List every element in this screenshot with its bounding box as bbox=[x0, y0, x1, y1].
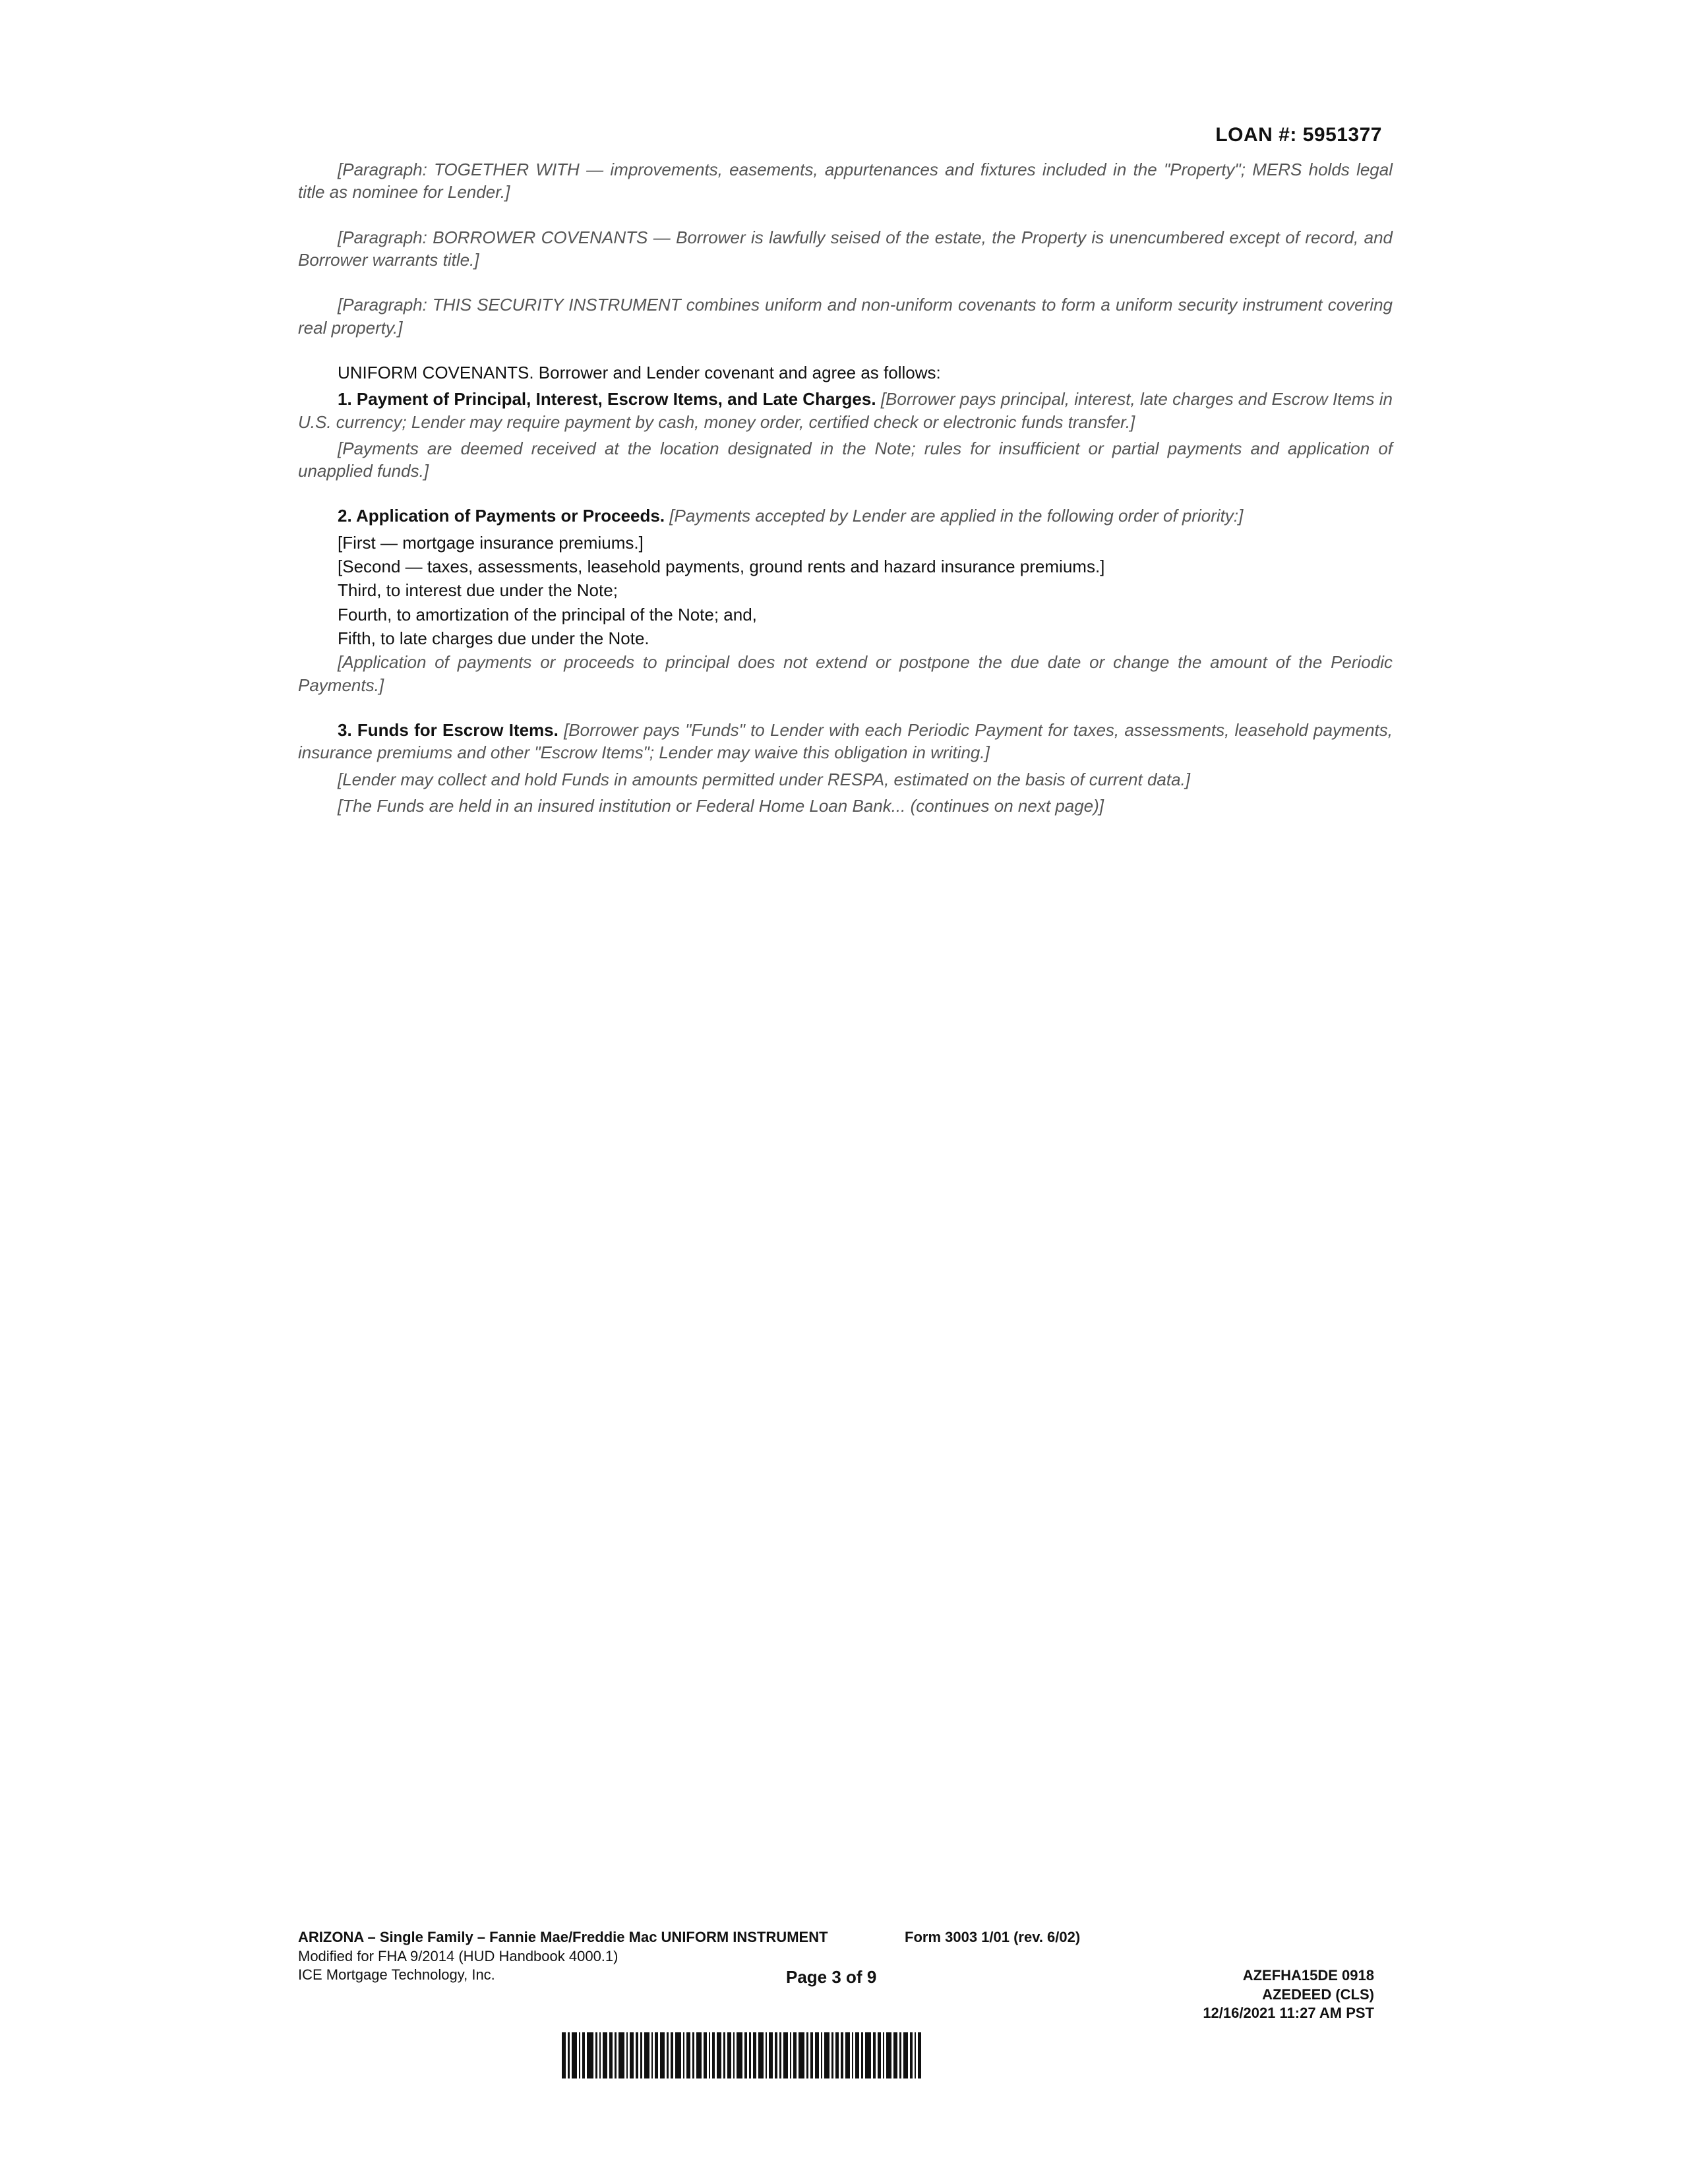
barcode-bar bbox=[727, 2032, 731, 2078]
barcode-bar bbox=[779, 2032, 781, 2078]
uniform-covenants-intro: UNIFORM COVENANTS. Borrower and Lender covenant and agree as follows: bbox=[338, 362, 941, 382]
barcode-bar bbox=[692, 2032, 694, 2078]
section-1-para-2: [Payments are deemed received at the location designated in the Note; rules for insufficient or partial payments and application of unapplied funds.] bbox=[298, 438, 1393, 481]
form-title: ARIZONA – Single Family – Fannie Mae/Freddie Mac UNIFORM INSTRUMENT bbox=[298, 1929, 828, 1945]
barcode-bar bbox=[723, 2032, 725, 2078]
barcode-bar bbox=[783, 2032, 788, 2078]
barcode-bar bbox=[630, 2032, 634, 2078]
barcode-bar bbox=[865, 2032, 871, 2078]
priority-item: [First — mortgage insurance premiums.] bbox=[338, 532, 644, 553]
barcode-bar bbox=[769, 2032, 773, 2078]
loan-number: LOAN #: 5951377 bbox=[1215, 124, 1382, 146]
barcode-bar bbox=[686, 2032, 690, 2078]
priority-item: Fourth, to amortization of the principal of the Note; and, bbox=[338, 604, 757, 624]
barcode-bar bbox=[749, 2032, 751, 2078]
barcode-bar bbox=[883, 2032, 884, 2078]
barcode-bar bbox=[660, 2032, 665, 2078]
priority-item: Third, to interest due under the Note; bbox=[338, 580, 618, 601]
barcode-bar bbox=[886, 2032, 891, 2078]
barcode-bar bbox=[603, 2032, 607, 2078]
section-2 bbox=[298, 504, 1393, 527]
barcode-bar bbox=[835, 2032, 839, 2078]
form-modified-note: Modified for FHA 9/2014 (HUD Handbook 4000.1) bbox=[298, 1947, 618, 1964]
barcode-bar bbox=[562, 2032, 566, 2078]
barcode-bar bbox=[903, 2032, 908, 2078]
barcode bbox=[562, 2032, 1063, 2078]
barcode-bar bbox=[821, 2032, 822, 2078]
barcode-bar bbox=[893, 2032, 897, 2078]
barcode-bar bbox=[758, 2032, 764, 2078]
barcode-bar bbox=[644, 2032, 649, 2078]
barcode-bar bbox=[793, 2032, 797, 2078]
together-with-paragraph: [Paragraph: TOGETHER WITH — improvements, easements, appurtenances and fixtures included in the "Property"; MERS holds legal title as nominee for Lender.] bbox=[298, 160, 1393, 202]
barcode-bar bbox=[615, 2032, 617, 2078]
page-number: Page 3 of 9 bbox=[786, 1967, 877, 1987]
barcode-bar bbox=[915, 2032, 916, 2078]
barcode-bar bbox=[675, 2032, 681, 2078]
barcode-bar bbox=[595, 2032, 597, 2078]
barcode-bar bbox=[918, 2032, 921, 2078]
barcode-bar bbox=[799, 2032, 804, 2078]
barcode-bar bbox=[806, 2032, 808, 2078]
barcode-bar bbox=[861, 2032, 863, 2078]
form-code: AZEFHA15DE 0918 bbox=[1242, 1967, 1374, 1984]
section-3-para-3: [The Funds are held in an insured institution or Federal Home Loan Bank... (continues on next page)] bbox=[338, 795, 1104, 816]
barcode-bar bbox=[841, 2032, 843, 2078]
barcode-bar bbox=[766, 2032, 767, 2078]
borrower-covenants-paragraph: [Paragraph: BORROWER COVENANTS — Borrower is lawfully seised of the estate, the Property is unencumbered except of record, and Borrower warrants title.] bbox=[298, 227, 1393, 270]
barcode-bar bbox=[775, 2032, 777, 2078]
form-codes bbox=[1203, 1966, 1374, 2023]
barcode-bar bbox=[878, 2032, 881, 2078]
barcode-bar bbox=[824, 2032, 829, 2078]
barcode-bar bbox=[671, 2032, 673, 2078]
barcode-bar bbox=[899, 2032, 901, 2078]
barcode-bar bbox=[845, 2032, 850, 2078]
barcode-bar bbox=[852, 2032, 853, 2078]
barcode-bar bbox=[572, 2032, 577, 2078]
barcode-bar bbox=[667, 2032, 669, 2078]
doc-code: AZEDEED (CLS) bbox=[1262, 1986, 1374, 2003]
barcode-bar bbox=[744, 2032, 747, 2078]
barcode-bar bbox=[873, 2032, 876, 2078]
form-number: Form 3003 1/01 (rev. 6/02) bbox=[905, 1929, 1081, 1945]
barcode-bar bbox=[640, 2032, 642, 2078]
barcode-bar bbox=[704, 2032, 707, 2078]
barcode-bar bbox=[753, 2032, 756, 2078]
barcode-bar bbox=[609, 2032, 613, 2078]
barcode-bar bbox=[733, 2032, 735, 2078]
form-vendor: ICE Mortgage Technology, Inc. bbox=[298, 1966, 495, 1984]
barcode-bar bbox=[618, 2032, 624, 2078]
barcode-bar bbox=[737, 2032, 742, 2078]
priority-item: [Second — taxes, assessments, leasehold payments, ground rents and hazard insurance premiums.] bbox=[338, 557, 1105, 577]
barcode-bar bbox=[626, 2032, 628, 2078]
section-1-heading: 1. Payment of Principal, Interest, Escrow Items, and Late Charges. bbox=[338, 389, 876, 410]
section-3-heading: 3. Funds for Escrow Items. bbox=[338, 719, 558, 740]
barcode-bar bbox=[655, 2032, 658, 2078]
priority-item: Fifth, to late charges due under the Note. bbox=[338, 628, 649, 648]
barcode-bar bbox=[810, 2032, 813, 2078]
security-instrument-paragraph: [Paragraph: THIS SECURITY INSTRUMENT combines uniform and non-uniform covenants to form a uniform security instrument covering real property.] bbox=[298, 295, 1393, 338]
barcode-bar bbox=[815, 2032, 819, 2078]
section-3-body: [Borrower pays "Funds" to Lender with each Periodic Payment for taxes, assessments, leasehold payments, insurance premiums and other "Escrow Items"; Lender may waive this obligation in writing.] bbox=[298, 719, 1393, 763]
barcode-bar bbox=[582, 2032, 585, 2078]
barcode-bar bbox=[651, 2032, 653, 2078]
barcode-bar bbox=[717, 2032, 721, 2078]
barcode-bar bbox=[712, 2032, 715, 2078]
barcode-bar bbox=[636, 2032, 638, 2078]
section-1 bbox=[298, 388, 1393, 433]
barcode-bar bbox=[579, 2032, 580, 2078]
barcode-bar bbox=[855, 2032, 859, 2078]
barcode-bar bbox=[587, 2032, 593, 2078]
barcode-bar bbox=[831, 2032, 833, 2078]
barcode-bar bbox=[709, 2032, 710, 2078]
barcode-bar bbox=[568, 2032, 570, 2078]
document-body bbox=[298, 158, 1393, 839]
barcode-bar bbox=[599, 2032, 601, 2078]
barcode-bar bbox=[910, 2032, 913, 2078]
section-3-para-2: [Lender may collect and hold Funds in amounts permitted under RESPA, estimated on the basis of current data.] bbox=[338, 769, 1191, 789]
barcode-bar bbox=[790, 2032, 791, 2078]
section-2-body: [Payments accepted by Lender are applied in the following order of priority:] bbox=[669, 506, 1244, 526]
section-2-closing: [Application of payments or proceeds to principal does not extend or postpone the due date or change the amount of the Periodic Payments.] bbox=[298, 652, 1393, 695]
section-1-body: [Borrower pays principal, interest, late charges and Escrow Items in U.S. currency; Lender may require payment by cash, money order, certified check or electronic funds transfer.] bbox=[298, 389, 1393, 432]
barcode-bar bbox=[683, 2032, 684, 2078]
section-2-heading: 2. Application of Payments or Proceeds. bbox=[338, 506, 665, 526]
section-3 bbox=[298, 719, 1393, 764]
barcode-bar bbox=[696, 2032, 702, 2078]
print-timestamp: 12/16/2021 11:27 AM PST bbox=[1203, 2005, 1374, 2022]
